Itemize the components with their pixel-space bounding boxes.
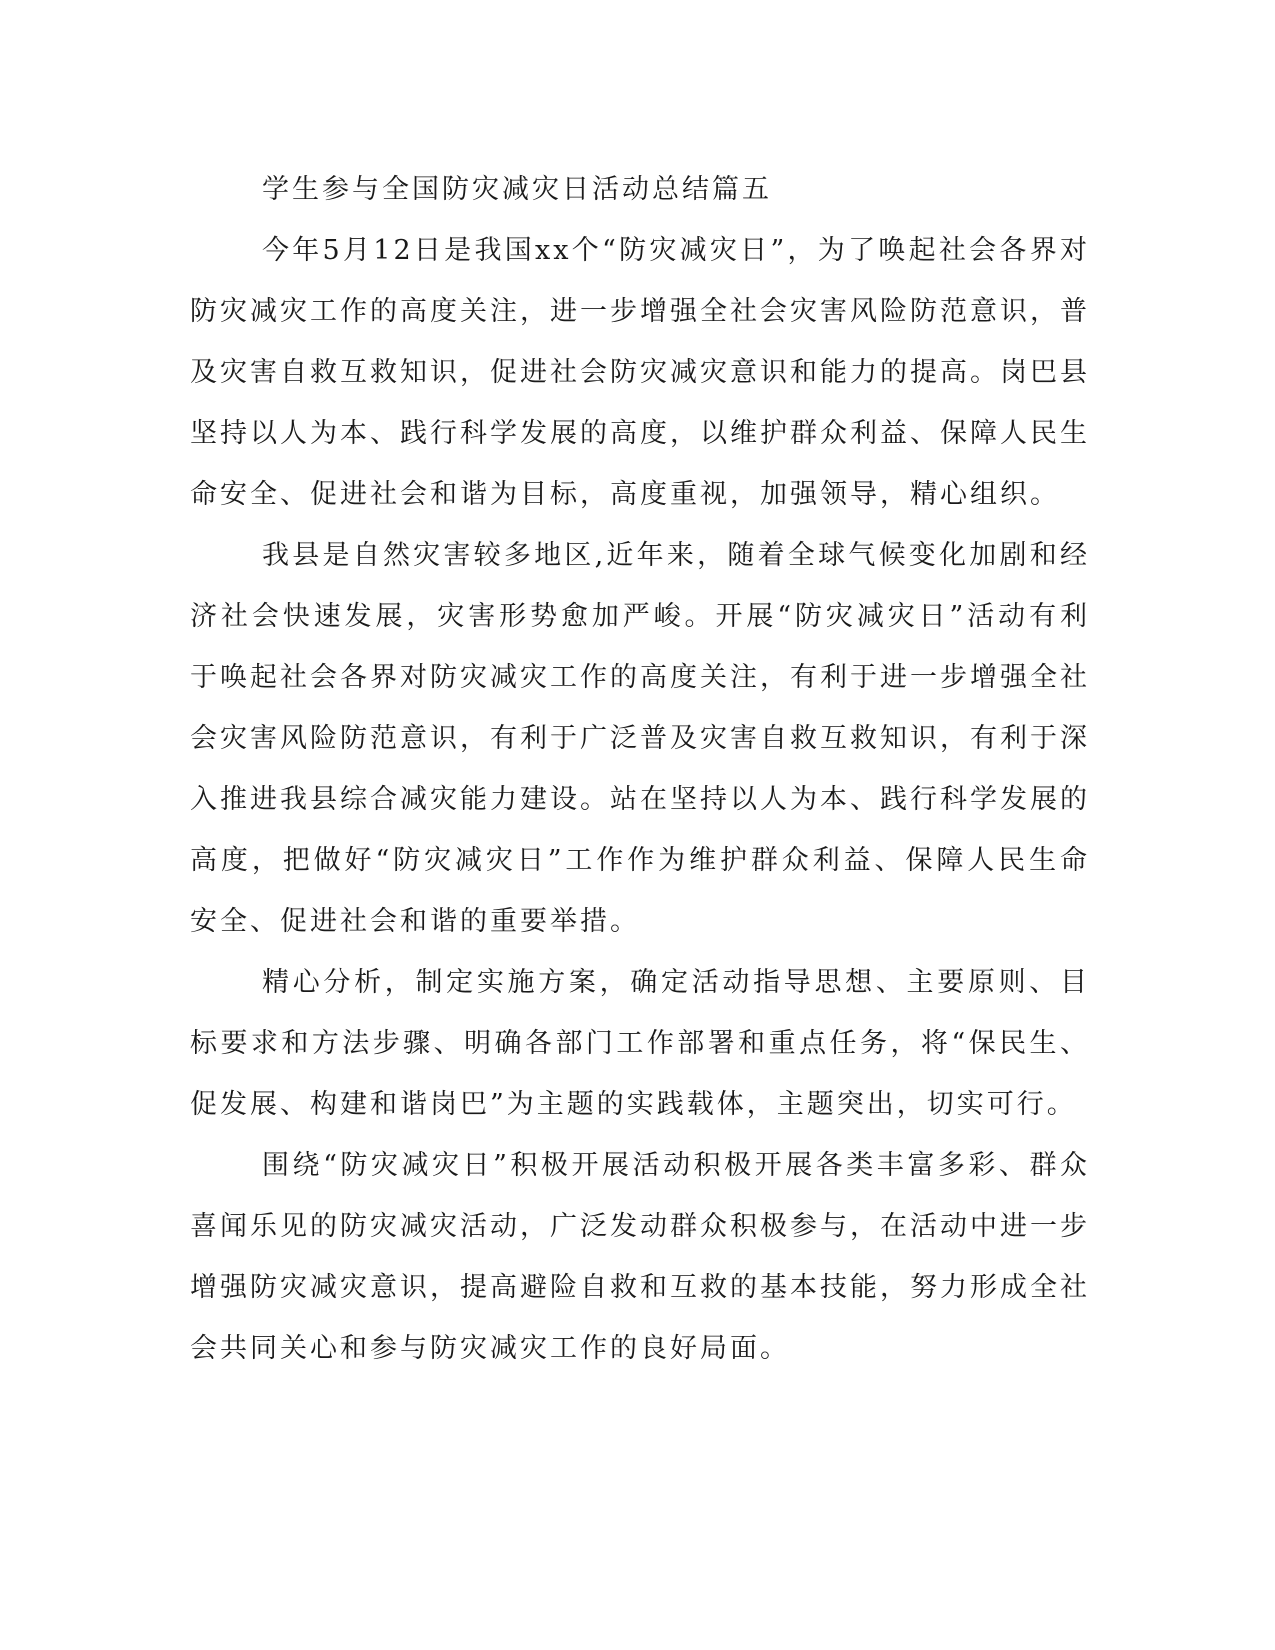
paragraph-3: 精心分析，制定实施方案，确定活动指导思想、主要原则、目标要求和方法步骤、明确各部门工作部署和重点任务，将“保民生、促发展、构建和谐岗巴”为主题的实践载体，主题突出，切实可行。 (190, 967, 1090, 1120)
document-body (190, 160, 1090, 1379)
paragraph-4: 围绕“防灾减灾日”积极开展活动积极开展各类丰富多彩、群众喜闻乐见的防灾减灾活动，广泛发动群众积极参与，在活动中进一步增强防灾减灾意识，提高避险自救和互救的基本技能，努力形成全社会共同关心和参与防灾减灾工作的良好局面。 (190, 1150, 1090, 1364)
paragraph-1: 今年5月12日是我国xx个“防灾减灾日”，为了唤起社会各界对防灾减灾工作的高度关注，进一步增强全社会灾害风险防范意识，普及灾害自救互救知识，促进社会防灾减灾意识和能力的提高。岗巴县坚持以人为本、践行科学发展的高度，以维护群众利益、保障人民生命安全、促进社会和谐为目标，高度重视，加强领导，精心组织。 (190, 235, 1090, 510)
paragraph-2: 我县是自然灾害较多地区,近年来，随着全球气候变化加剧和经济社会快速发展，灾害形势愈加严峻。开展“防灾减灾日”活动有利于唤起社会各界对防灾减灾工作的高度关注，有利于进一步增强全社会灾害风险防范意识，有利于广泛普及灾害自救互救知识，有利于深入推进我县综合减灾能力建设。站在坚持以人为本、践行科学发展的高度，把做好“防灾减灾日”工作作为维护群众利益、保障人民生命安全、促进社会和谐的重要举措。 (190, 540, 1090, 937)
document-title: 学生参与全国防灾减灾日活动总结篇五 (262, 174, 772, 205)
